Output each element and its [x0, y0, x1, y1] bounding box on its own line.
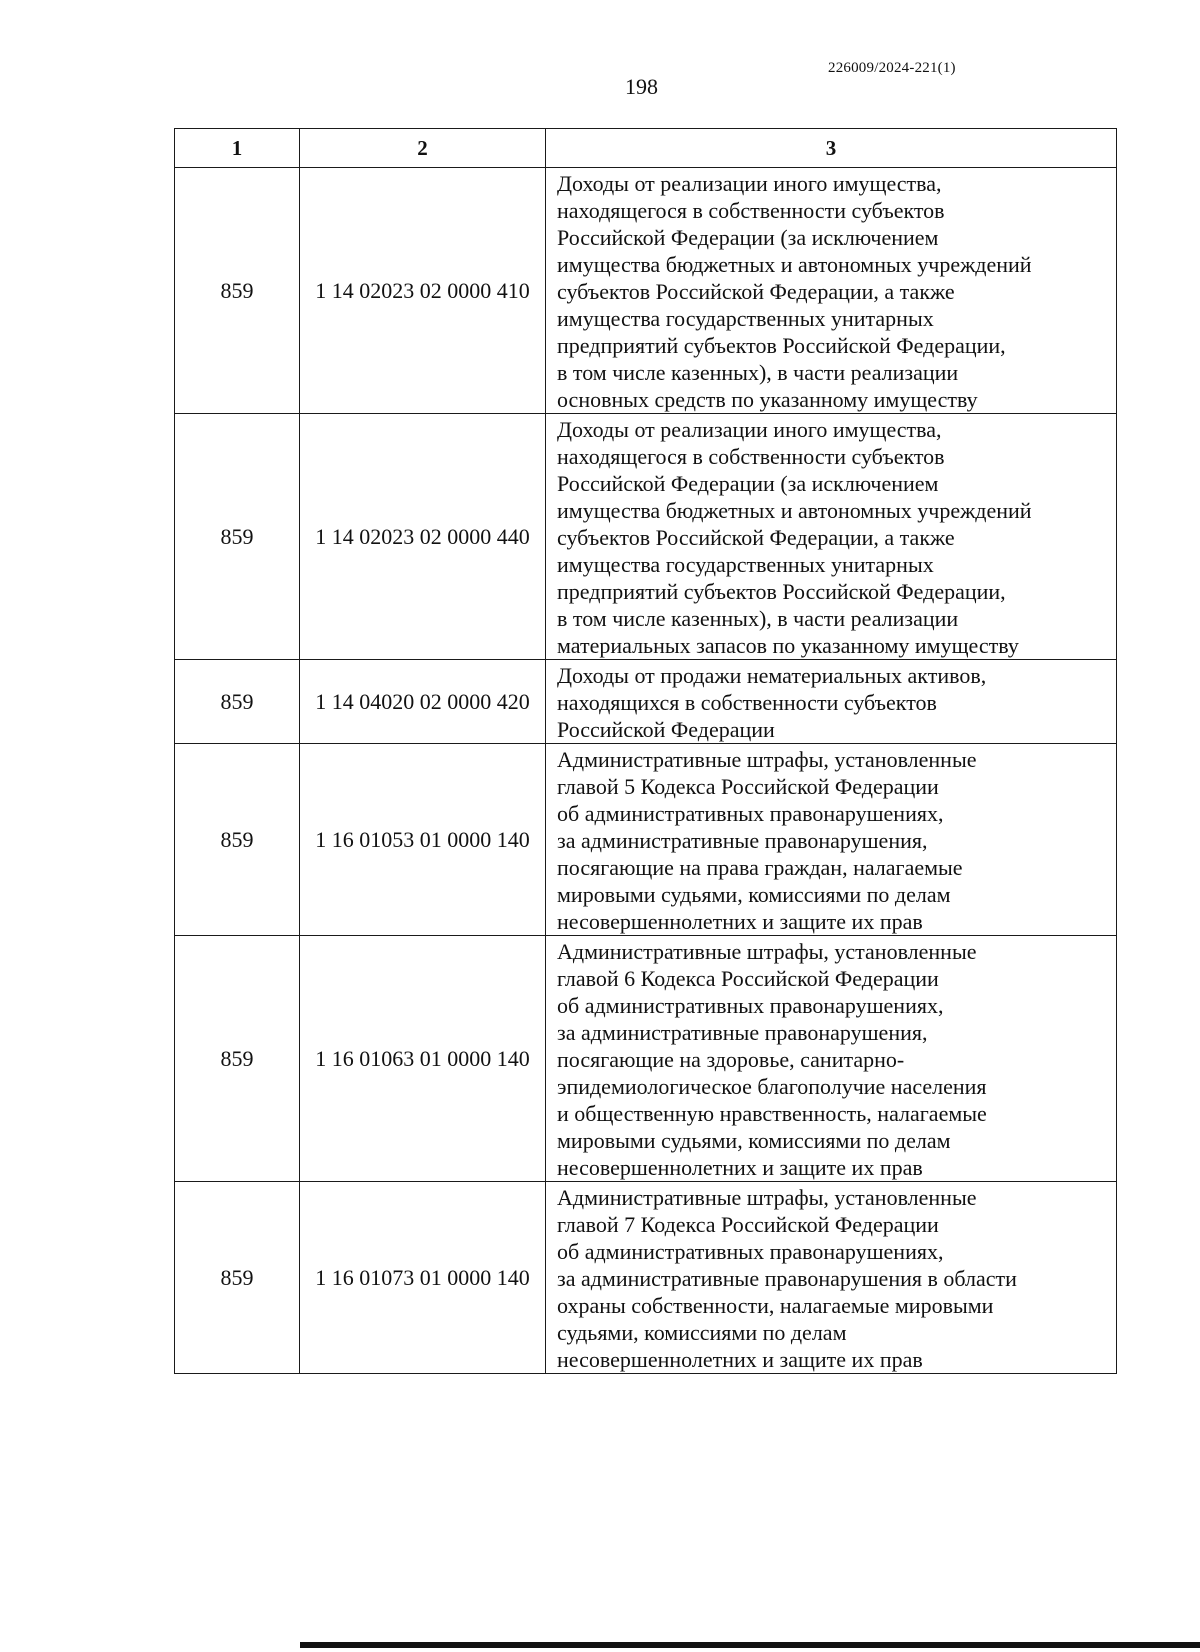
table-row: [175, 936, 1117, 1182]
table-row: [175, 744, 1117, 936]
administrator-code-cell: 859: [175, 168, 300, 414]
administrator-code-cell: 859: [175, 744, 300, 936]
budget-classification-code-cell: 1 16 01073 01 0000 140: [300, 1182, 546, 1374]
budget-classification-code-cell: 1 16 01063 01 0000 140: [300, 936, 546, 1182]
income-description-cell: Административные штрафы, установленные главой 5 Кодекса Российской Федерации об административных правонарушениях, за административные правонарушения, посягающие на права граждан, налагаемые мировыми судьями, комиссиями по делам несовершеннолетних и защите их прав: [546, 744, 1117, 936]
budget-classification-code-cell: 1 14 04020 02 0000 420: [300, 660, 546, 744]
income-description-cell: Доходы от реализации иного имущества, находящегося в собственности субъектов Российской Федерации (за исключением имущества бюджетных и автономных учреждений субъектов Российской Федерации, а также имущества государственных унитарных предприятий субъектов Российской Федерации, в том числе казенных), в части реализации материальных запасов по указанному имуществу: [546, 414, 1117, 660]
header-row: [175, 129, 1117, 168]
column-header-1: 1: [175, 129, 300, 168]
scan-bottom-edge-line: [300, 1642, 1200, 1648]
table-row: [175, 168, 1117, 414]
column-header-2: 2: [300, 129, 546, 168]
table-header: [175, 129, 1117, 168]
budget-classification-code-cell: 1 14 02023 02 0000 440: [300, 414, 546, 660]
administrator-code-cell: 859: [175, 936, 300, 1182]
administrator-code-cell: 859: [175, 660, 300, 744]
table-row: [175, 660, 1117, 744]
income-description-cell: Административные штрафы, установленные главой 6 Кодекса Российской Федерации об административных правонарушениях, за административные правонарушения, посягающие на здоровье, санитарно- эпидемиологическое благополучие населения и общественную нравственность, налагаемые мировыми судьями, комиссиями по делам несовершеннолетних и защите их прав: [546, 936, 1117, 1182]
administrator-code-cell: 859: [175, 414, 300, 660]
income-codes-table: [174, 128, 1117, 1374]
column-header-3: 3: [546, 129, 1117, 168]
document-id: 226009/2024-221(1): [828, 60, 956, 76]
table-row: [175, 414, 1117, 660]
income-description-cell: Административные штрафы, установленные главой 7 Кодекса Российской Федерации об административных правонарушениях, за административные правонарушения в области охраны собственности, налагаемые мировыми судьями, комиссиями по делам несовершеннолетних и защите их прав: [546, 1182, 1117, 1374]
page-number: 198: [625, 74, 658, 99]
budget-classification-code-cell: 1 16 01053 01 0000 140: [300, 744, 546, 936]
income-codes-table-container: [174, 128, 1116, 1374]
budget-classification-code-cell: 1 14 02023 02 0000 410: [300, 168, 546, 414]
income-description-cell: Доходы от реализации иного имущества, находящегося в собственности субъектов Российской Федерации (за исключением имущества бюджетных и автономных учреждений субъектов Российской Федерации, а также имущества государственных унитарных предприятий субъектов Российской Федерации, в том числе казенных), в части реализации основных средств по указанному имуществу: [546, 168, 1117, 414]
administrator-code-cell: 859: [175, 1182, 300, 1374]
table-body: [175, 168, 1117, 1374]
income-description-cell: Доходы от продажи нематериальных активов, находящихся в собственности субъектов Российской Федерации: [546, 660, 1117, 744]
table-row: [175, 1182, 1117, 1374]
